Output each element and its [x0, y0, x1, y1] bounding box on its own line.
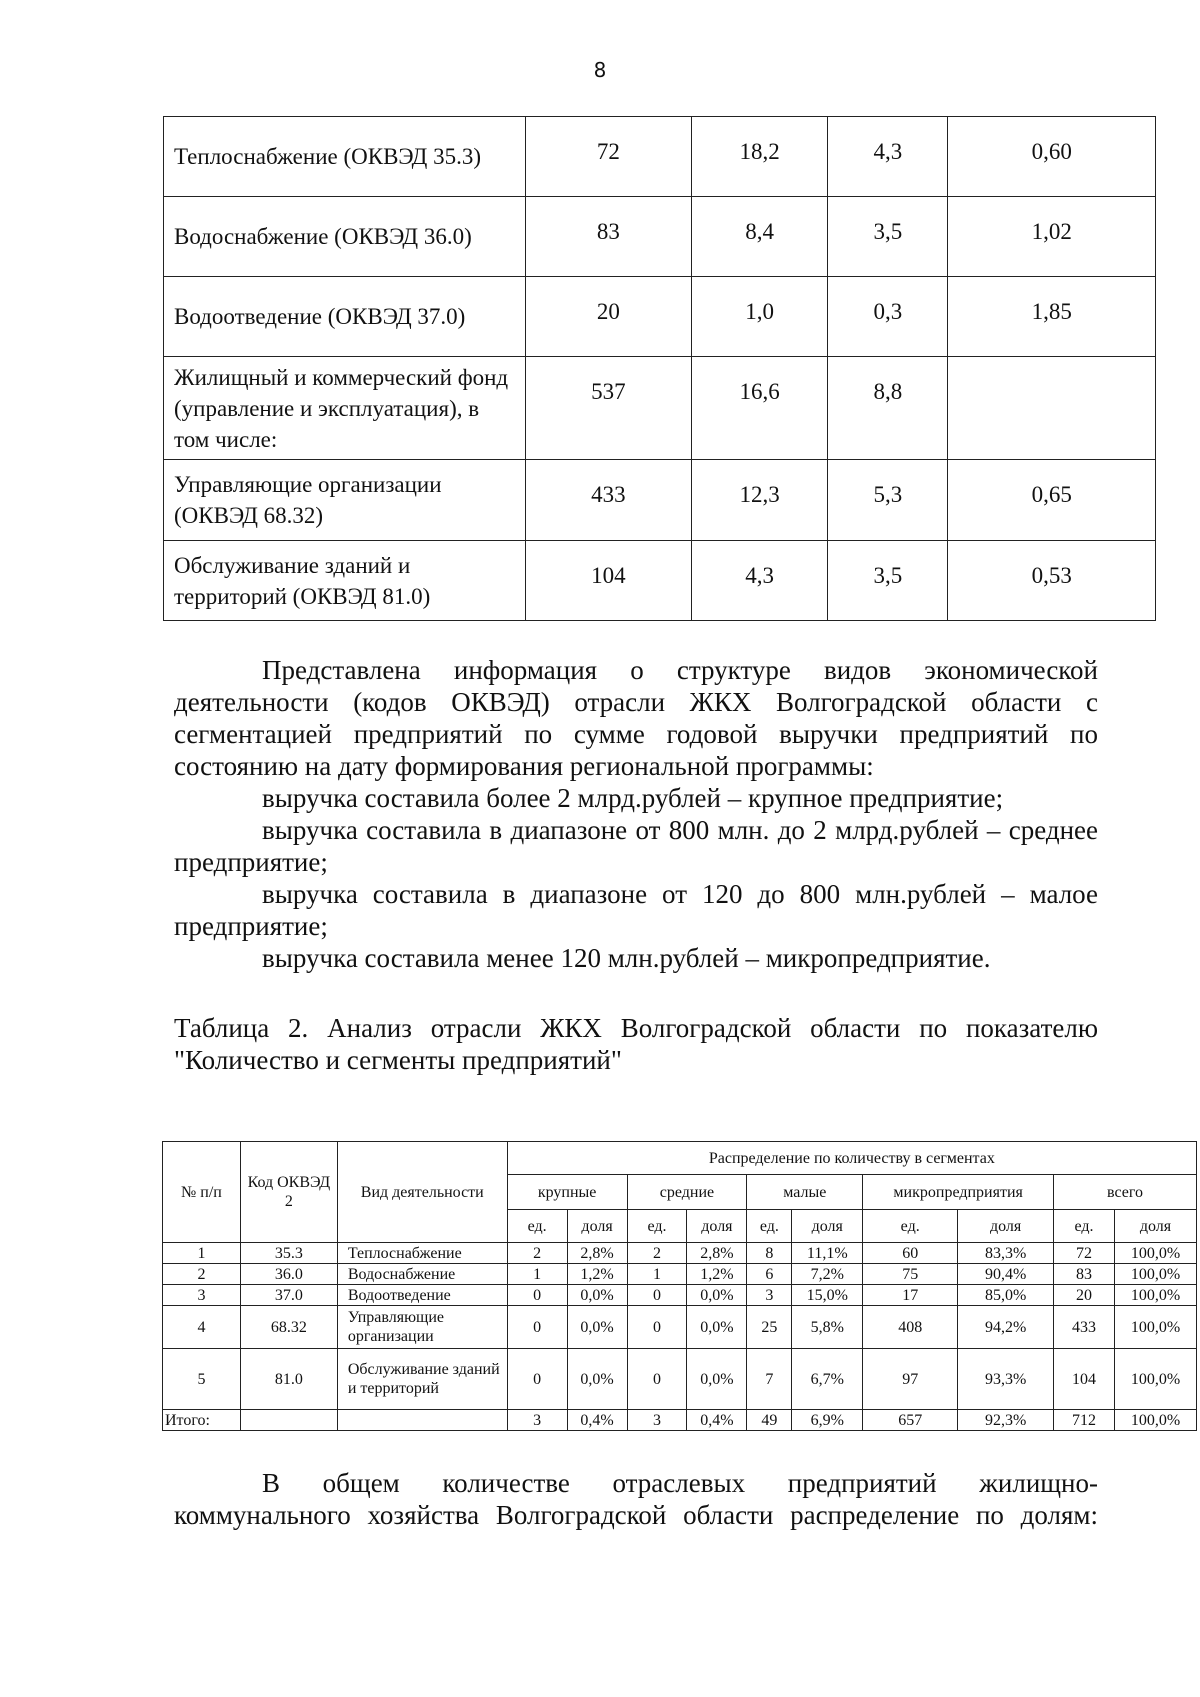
cell-value: 433 [525, 460, 691, 541]
cell-value: 72 [525, 117, 691, 197]
cell-num: 3 [163, 1285, 241, 1306]
cell-value: 1 [627, 1264, 687, 1285]
table-row [163, 1306, 1197, 1349]
cell-value: 3,5 [828, 541, 948, 621]
cell-value: 1,2% [687, 1264, 747, 1285]
cell-value: 433 [1054, 1306, 1115, 1349]
cell-code: 36.0 [240, 1264, 337, 1285]
total-row [163, 1410, 1197, 1431]
cell-value: 537 [525, 357, 691, 460]
cell-value: 4,3 [828, 117, 948, 197]
list-item: выручка составила более 2 млрд.рублей – крупное предприятие; [262, 783, 1004, 813]
cell-value: 2,8% [687, 1243, 747, 1264]
cell-value: 8,4 [691, 197, 828, 277]
table-2-caption [174, 1012, 1098, 1076]
cell-activity: Обслуживание зданий и территорий [337, 1349, 507, 1410]
header-num: № п/п [163, 1142, 241, 1243]
cell-value: 0,0% [567, 1306, 627, 1349]
cell-value: 83,3% [958, 1243, 1054, 1264]
header-units: ед. [627, 1210, 687, 1243]
cell-value: 0 [627, 1306, 687, 1349]
cell-value: 94,2% [958, 1306, 1054, 1349]
header-units: ед. [747, 1210, 792, 1243]
cell-value: 0 [507, 1306, 567, 1349]
cell-value: 100,0% [1114, 1306, 1196, 1349]
header-share: доля [958, 1210, 1054, 1243]
cell-value: 0,53 [948, 541, 1156, 621]
activity-name: Жилищный и коммерческий фонд (управление и эксплуатация), в том числе: [164, 357, 526, 460]
cell-value: 100,0% [1114, 1349, 1196, 1410]
table-row [164, 277, 1156, 357]
cell-value: 49 [747, 1410, 792, 1431]
cell-value: 20 [525, 277, 691, 357]
cell-value: 1,85 [948, 277, 1156, 357]
header-medium: средние [627, 1175, 747, 1210]
cell-activity: Водоснабжение [337, 1264, 507, 1285]
activity-name: Управляющие организации (ОКВЭД 68.32) [164, 460, 526, 541]
cell-value: 0,65 [948, 460, 1156, 541]
table-2 [162, 1141, 1197, 1431]
activity-name: Теплоснабжение (ОКВЭД 35.3) [164, 117, 526, 197]
paragraph-line: состоянию на дату формирования региональной программы: [174, 751, 874, 781]
header-row [163, 1142, 1197, 1175]
cell-value: 12,3 [691, 460, 828, 541]
header-share: доля [792, 1210, 863, 1243]
cell-value: 11,1% [792, 1243, 863, 1264]
cell-num: 2 [163, 1264, 241, 1285]
cell-num: 4 [163, 1306, 241, 1349]
cell-code: 68.32 [240, 1306, 337, 1349]
cell-empty [240, 1410, 337, 1431]
cell-value: 93,3% [958, 1349, 1054, 1410]
cell-value: 104 [525, 541, 691, 621]
table-1 [163, 116, 1156, 621]
paragraph-line: Представлена информация о структуре видов экономической [262, 655, 1098, 685]
caption-line: "Количество и сегменты предприятий" [174, 1045, 622, 1075]
cell-value: 16,6 [691, 357, 828, 460]
cell-value: 18,2 [691, 117, 828, 197]
paragraph-line: коммунального хозяйства Волгоградской области распределение по долям: [174, 1500, 1098, 1530]
cell-empty [337, 1410, 507, 1431]
cell-value: 0 [507, 1349, 567, 1410]
cell-value: 100,0% [1114, 1410, 1196, 1431]
table-row [164, 460, 1156, 541]
paragraph-intro [174, 654, 1098, 974]
table-row [164, 541, 1156, 621]
cell-value: 8,8 [828, 357, 948, 460]
cell-value: 2 [507, 1243, 567, 1264]
header-small: малые [747, 1175, 863, 1210]
table-row [163, 1285, 1197, 1306]
cell-value: 85,0% [958, 1285, 1054, 1306]
activity-name: Обслуживание зданий и территорий (ОКВЭД 81.0) [164, 541, 526, 621]
list-item: выручка составила менее 120 млн.рублей – микропредприятие. [262, 943, 991, 973]
cell-value: 83 [1054, 1264, 1115, 1285]
cell-value: 15,0% [792, 1285, 863, 1306]
cell-value: 6,9% [792, 1410, 863, 1431]
cell-value: 7,2% [792, 1264, 863, 1285]
cell-value: 92,3% [958, 1410, 1054, 1431]
header-code: Код ОКВЭД 2 [240, 1142, 337, 1243]
cell-value: 100,0% [1114, 1243, 1196, 1264]
cell-value: 2,8% [567, 1243, 627, 1264]
header-micro: микропредприятия [863, 1175, 1054, 1210]
cell-code: 35.3 [240, 1243, 337, 1264]
cell-value: 0 [627, 1349, 687, 1410]
cell-value: 657 [863, 1410, 958, 1431]
paragraph-line: деятельности (кодов ОКВЭД) отрасли ЖКХ Волгоградской области с [174, 687, 1098, 717]
cell-value: 0,0% [567, 1285, 627, 1306]
cell-num: 5 [163, 1349, 241, 1410]
cell-value: 6 [747, 1264, 792, 1285]
cell-value: 2 [627, 1243, 687, 1264]
cell-activity: Водоотведение [337, 1285, 507, 1306]
cell-value: 6,7% [792, 1349, 863, 1410]
header-total: всего [1054, 1175, 1197, 1210]
header-share: доля [1114, 1210, 1196, 1243]
cell-value: 4,3 [691, 541, 828, 621]
cell-value: 0,3 [828, 277, 948, 357]
activity-name: Водоотведение (ОКВЭД 37.0) [164, 277, 526, 357]
table-row [163, 1243, 1197, 1264]
cell-value: 100,0% [1114, 1264, 1196, 1285]
cell-activity: Теплоснабжение [337, 1243, 507, 1264]
cell-value: 20 [1054, 1285, 1115, 1306]
cell-value: 3 [507, 1410, 567, 1431]
cell-value: 5,3 [828, 460, 948, 541]
cell-value: 1,0 [691, 277, 828, 357]
table-row [163, 1349, 1197, 1410]
cell-value: 5,8% [792, 1306, 863, 1349]
table-row [164, 357, 1156, 460]
cell-activity: Управляющие организации [337, 1306, 507, 1349]
paragraph-final [174, 1467, 1098, 1531]
cell-value: 97 [863, 1349, 958, 1410]
paragraph-line: сегментацией предприятий по сумме годовой выручки предприятий по [174, 719, 1098, 749]
page-number: 8 [593, 58, 607, 82]
cell-code: 37.0 [240, 1285, 337, 1306]
cell-value: 712 [1054, 1410, 1115, 1431]
header-units: ед. [863, 1210, 958, 1243]
cell-value: 60 [863, 1243, 958, 1264]
total-label: Итого: [163, 1410, 241, 1431]
cell-value: 408 [863, 1306, 958, 1349]
caption-line: Таблица 2. Анализ отрасли ЖКХ Волгоградской области по показателю [174, 1013, 1098, 1043]
cell-value: 25 [747, 1306, 792, 1349]
paragraph-line: В общем количестве отраслевых предприятий жилищно- [262, 1468, 1098, 1498]
cell-value: 100,0% [1114, 1285, 1196, 1306]
cell-value: 7 [747, 1349, 792, 1410]
cell-value: 17 [863, 1285, 958, 1306]
cell-value: 3 [627, 1410, 687, 1431]
header-share: доля [687, 1210, 747, 1243]
header-large: крупные [507, 1175, 627, 1210]
cell-value: 1,2% [567, 1264, 627, 1285]
cell-value: 0,0% [687, 1349, 747, 1410]
table-row [164, 117, 1156, 197]
header-distribution: Распределение по количеству в сегментах [507, 1142, 1196, 1175]
cell-value: 0,0% [687, 1285, 747, 1306]
cell-value: 1,02 [948, 197, 1156, 277]
cell-code: 81.0 [240, 1349, 337, 1410]
cell-num: 1 [163, 1243, 241, 1264]
cell-value: 3 [747, 1285, 792, 1306]
header-units: ед. [507, 1210, 567, 1243]
table-row [163, 1264, 1197, 1285]
activity-name: Водоснабжение (ОКВЭД 36.0) [164, 197, 526, 277]
cell-value: 0,4% [567, 1410, 627, 1431]
cell-value: 90,4% [958, 1264, 1054, 1285]
cell-value: 104 [1054, 1349, 1115, 1410]
cell-value [948, 357, 1156, 460]
cell-value: 0,60 [948, 117, 1156, 197]
cell-value: 75 [863, 1264, 958, 1285]
cell-value: 0,0% [687, 1306, 747, 1349]
cell-value: 0,0% [567, 1349, 627, 1410]
header-units: ед. [1054, 1210, 1115, 1243]
cell-value: 72 [1054, 1243, 1115, 1264]
cell-value: 0 [507, 1285, 567, 1306]
list-item: выручка составила в диапазоне от 120 до 800 млн.рублей – малое предприятие; [174, 879, 1098, 941]
header-activity: Вид деятельности [337, 1142, 507, 1243]
list-item: выручка составила в диапазоне от 800 млн. до 2 млрд.рублей – среднее предприятие; [174, 815, 1098, 877]
cell-value: 8 [747, 1243, 792, 1264]
cell-value: 0,4% [687, 1410, 747, 1431]
cell-value: 83 [525, 197, 691, 277]
header-share: доля [567, 1210, 627, 1243]
cell-value: 1 [507, 1264, 567, 1285]
cell-value: 0 [627, 1285, 687, 1306]
table-row [164, 197, 1156, 277]
cell-value: 3,5 [828, 197, 948, 277]
